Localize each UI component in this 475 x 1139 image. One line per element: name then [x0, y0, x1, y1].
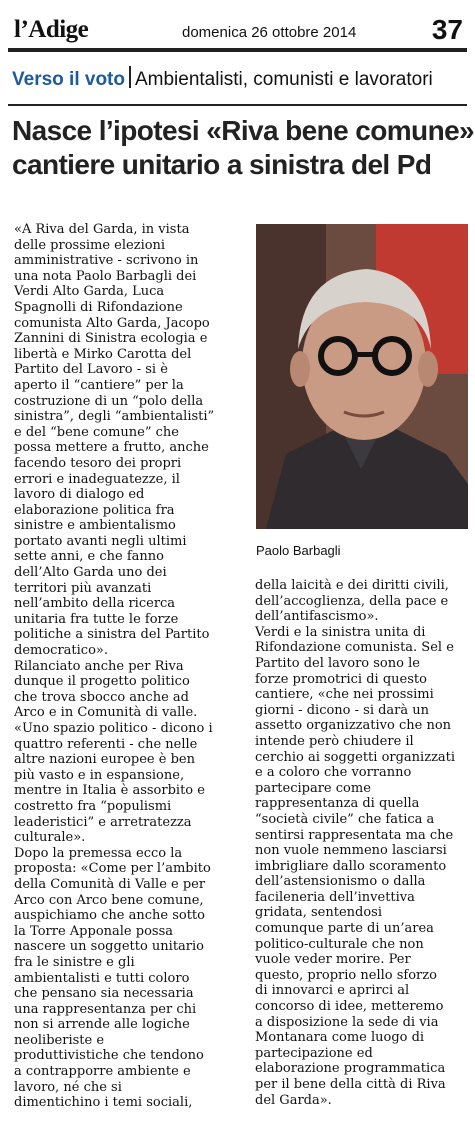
article-paragraph: «A Riva del Garda, in vista delle prossime elezioni amministrative - scrivono in una nota Paolo Barbagli dei Verdi Alto Garda, Luca Spagnolli di Rifondazione comunista Alto Garda, Jacopo Zannini di Sinistra ecologia e libertà e Mirko Carotta del Partito del Lavoro - si è aperto il “cantiere” per la costruzione di un “polo della sinistra”, degli “ambientalisti” e del “bene comune” che possa mettere a frutto, anche facendo tesoro dei propri errori e inadeguatezze, il lavoro di dialogo ed elaborazione politica fra sinistre e ambientalismo portato avanti negli ultimi sette anni, e che fanno dell’Alto Garda uno dei territori più avanzati nell’ambito della ricerca unitaria fra tutte le forze politiche a sinistra del Partito democratico».	[14, 222, 215, 659]
article-paragraph: Verdi e la sinistra unita di Rifondazione comunista. Sel e Partito del lavoro sono le forze promotrici di questo cantiere, «che nei prossimi giorni - dicono - si darà un assetto organizzativo che non intende però chiudere il cerchio ai soggetti organizzati e a coloro che vorranno partecipare come rappresentanza di quella “società civile” che fatica a sentirsi rappresentata ma che non vuole nemmeno lasciarsi imbrigliare dallo scoramento dell’astensionismo o dalla facileneria dell’invettiva gridata, sentendosi comunque parte di un’area politico-culturale che non vuole veder morire. Per questo, proprio nello sforzo di innovarci e aprirci al concorso di idee, metteremo a disposizione la sede di via Montanara come luogo di partecipazione ed elaborazione programmatica per il bene della città di Riva del Garda».	[255, 624, 456, 1108]
kicker-section: Verso il voto	[12, 69, 125, 90]
article-column-right	[255, 578, 468, 1108]
kicker-separator	[129, 66, 131, 88]
portrait-photo	[256, 224, 468, 529]
masthead	[10, 12, 465, 48]
kicker	[12, 66, 464, 96]
headline-line-1: Nasce l’ipotesi «Riva bene comune»	[12, 115, 475, 146]
kicker-topic: Ambientalisti, comunisti e lavoratori	[134, 69, 433, 90]
page-number: 37	[431, 14, 463, 45]
portrait-illustration	[256, 224, 468, 529]
issue-date: domenica 26 ottobre 2014	[182, 24, 357, 41]
newspaper-logo: l’Adige	[14, 16, 89, 43]
article-paragraph: della laicità e dei diritti civili, dell’accoglienza, della pace e dell’antifascismo».	[255, 578, 449, 625]
headline	[12, 114, 475, 182]
article-paragraph: Dopo la premessa ecco la proposta: «Come per l’ambito della Comunità di Valle e per Arco con Arco bene comune, auspichiamo che anche sotto la Torre Apponale possa nascere un soggetto unitario fra le sinistre e gli ambientalisti e tutti coloro che pensano sia necessaria una rappresentanza per chi non si arrende alle logiche neoliberiste e produttivistiche che tendono a contrapporre ambiente e lavoro, né che si dimentichino i temi sociali,	[14, 845, 211, 1111]
headline-line-2: cantiere unitario a sinistra del Pd	[12, 149, 432, 180]
photo-caption: Paolo Barbagli	[256, 543, 341, 558]
article-paragraph: Rilanciato anche per Riva dunque il progetto politico che trova sbocco anche ad Arco e in Comunità di valle. «Uno spazio politico - dicono i quattro referenti - che nelle altre nazioni europee è ben più vasto e in espansione, mentre in Italia è assorbito e costretto fra “populismi leaderistici” e arretratezza culturale».	[14, 658, 213, 846]
kicker-rule	[8, 104, 467, 106]
article-column-left	[14, 222, 242, 1111]
masthead-rule	[8, 48, 467, 52]
